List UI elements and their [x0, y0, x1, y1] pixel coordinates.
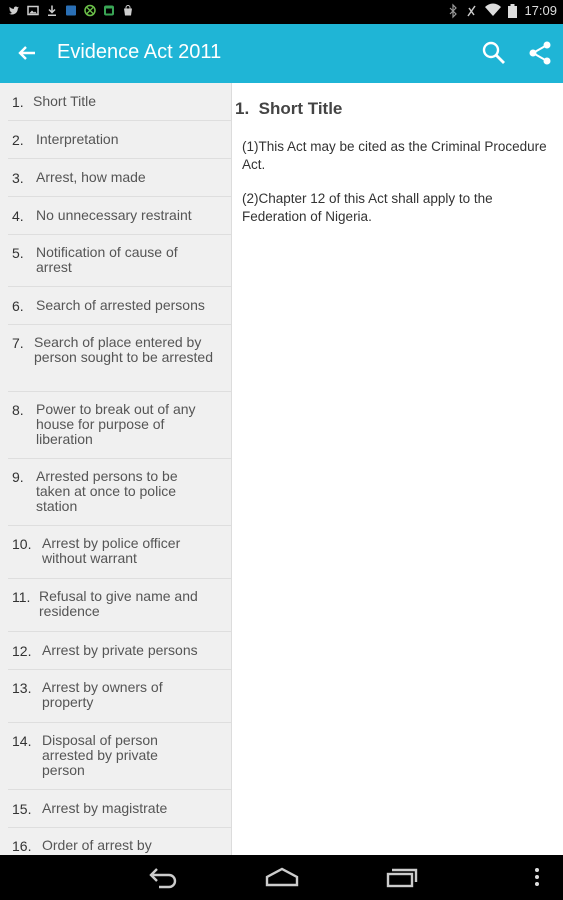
shop-icon: [122, 4, 134, 17]
section-label: Arrest, how made: [36, 169, 146, 185]
home-nav-icon[interactable]: [264, 866, 300, 888]
section-list[interactable]: [0, 83, 232, 855]
xbox-icon: [84, 4, 96, 17]
section-number: 3.: [12, 170, 24, 186]
section-heading-number: 1.: [235, 99, 250, 118]
back-nav-icon[interactable]: [145, 866, 179, 888]
section-number: 11.: [12, 589, 31, 605]
overflow-menu-icon[interactable]: [533, 866, 541, 888]
section-number: 2.: [12, 132, 24, 148]
section-label: Order of arrest by: [42, 837, 152, 853]
system-status: [449, 3, 557, 18]
section-number: 6.: [12, 298, 24, 314]
section-number: 12.: [12, 643, 32, 659]
section-item-14[interactable]: [8, 723, 231, 790]
back-arrow-icon[interactable]: [14, 40, 40, 66]
section-label: Interpretation: [36, 131, 119, 147]
navigation-bar: [0, 855, 563, 900]
section-item-5[interactable]: [8, 235, 231, 287]
section-number: 1.: [12, 94, 24, 110]
section-content: [232, 83, 563, 855]
bluetooth-icon: [449, 4, 458, 18]
section-number: 9.: [12, 469, 24, 485]
notification-icons: [8, 4, 134, 17]
recents-nav-icon[interactable]: [386, 866, 418, 888]
section-paragraph-2: (2)Chapter 12 of this Act shall apply to the Federation of Nigeria.: [242, 191, 493, 224]
section-label: Short Title: [33, 93, 97, 109]
battery-icon: [508, 4, 517, 18]
section-label: Disposal of person arrested by private person: [42, 732, 158, 778]
section-item-15[interactable]: [8, 790, 231, 828]
section-label: No unnecessary restraint: [36, 207, 192, 223]
section-item-9[interactable]: [8, 459, 231, 526]
twitter-icon: [8, 4, 20, 17]
section-heading: [235, 99, 342, 119]
section-label: Arrest by private persons: [42, 642, 198, 658]
section-item-2[interactable]: [8, 121, 231, 159]
section-number: 14.: [12, 733, 32, 749]
section-item-8[interactable]: [8, 392, 231, 459]
section-label: Arrest by police officer without warrant: [42, 535, 181, 566]
section-label: Arrest by magistrate: [42, 800, 168, 816]
section-heading-text: Short Title: [258, 99, 343, 118]
section-label: Arrested persons to be taken at once to police station: [36, 468, 178, 514]
mute-icon: [465, 4, 478, 18]
section-number: 5.: [12, 245, 24, 261]
section-number: 13.: [12, 680, 32, 696]
search-icon[interactable]: [481, 40, 507, 66]
section-number: 10.: [12, 536, 32, 552]
section-item-7[interactable]: [8, 325, 231, 392]
clock: 17:09: [524, 3, 557, 18]
wifi-icon: [485, 4, 501, 17]
status-bar: [0, 0, 563, 24]
section-label: Search of place entered by person sought to be arrested: [34, 334, 214, 365]
section-label: Search of arrested persons: [36, 297, 205, 313]
section-item-13[interactable]: [8, 670, 231, 723]
section-item-4[interactable]: [8, 197, 231, 235]
section-number: 8.: [12, 402, 24, 418]
app-icon: [65, 4, 77, 17]
section-number: 7.: [12, 335, 24, 351]
section-item-12[interactable]: [8, 632, 231, 670]
app-title: Evidence Act 2011: [57, 41, 222, 63]
image-icon: [27, 4, 39, 17]
section-label: Refusal to give name and residence: [39, 588, 198, 619]
section-item-6[interactable]: [8, 287, 231, 325]
section-item-11[interactable]: [8, 579, 231, 632]
section-item-1[interactable]: [8, 83, 231, 121]
section-label: Notification of cause of arrest: [36, 244, 178, 275]
section-label: Power to break out of any house for purpose of liberation: [36, 401, 196, 447]
app-bar: [0, 24, 563, 83]
share-icon[interactable]: [527, 40, 553, 66]
section-number: 15.: [12, 801, 32, 817]
section-label: Arrest by owners of property: [42, 679, 163, 710]
section-item-10[interactable]: [8, 526, 231, 579]
download-icon: [46, 4, 58, 17]
section-number: 16.: [12, 838, 32, 854]
section-item-3[interactable]: [8, 159, 231, 197]
android-icon: [103, 4, 115, 17]
section-number: 4.: [12, 208, 24, 224]
section-paragraph-1: (1)This Act may be cited as the Criminal Procedure Act.: [242, 139, 547, 172]
